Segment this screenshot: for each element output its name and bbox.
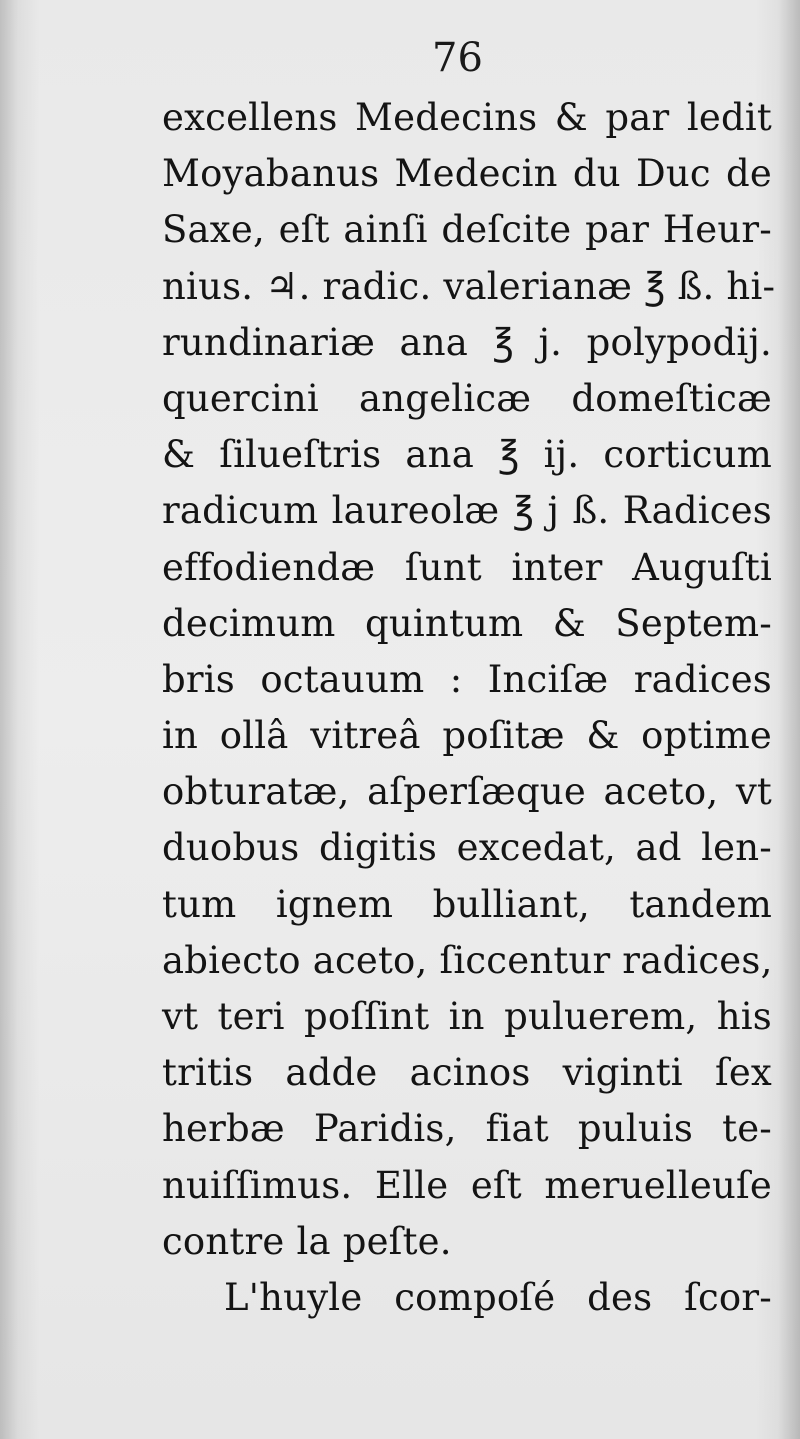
text-line: obturatæ, aſperſæque aceto, vt: [162, 770, 772, 814]
text-line: tritis adde acinos viginti ſex: [162, 1051, 772, 1095]
text-line: decimum quintum & Septem-: [162, 601, 772, 645]
text-line: in ollâ vitreâ poſitæ & optime: [162, 714, 772, 758]
page-number: 76: [432, 35, 483, 81]
text-line: nius. ♃. radic. valerianæ ℥ ß. hi-: [162, 264, 776, 308]
text-line: abiecto aceto, ſiccentur radices,: [162, 938, 773, 982]
text-line: & ſilueſtris ana ℥ ij. corticum: [162, 433, 772, 477]
text-line: nuiſſimus. Elle eſt meruelleuſe: [162, 1163, 772, 1207]
body-text: [162, 90, 776, 1326]
text-line: excellens Medecins & par ledit: [162, 96, 772, 139]
text-line: quercini angelicæ domeſticæ: [162, 376, 772, 420]
text-line: vt teri poſſint in puluerem, his: [162, 995, 772, 1038]
text-line: tum ignem bulliant, tandem: [162, 882, 772, 926]
text-line: rundinariæ ana ℥ j. polypodij.: [162, 320, 772, 364]
text-line: herbæ Paridis, fiat puluis te-: [162, 1107, 772, 1151]
text-line: bris octauum : Inciſæ radices: [162, 657, 772, 701]
text-line: contre la peſte.: [162, 1219, 452, 1263]
text-line: effodiendæ ſunt inter Auguſti: [162, 545, 772, 589]
text-line: duobus digitis excedat, ad len-: [162, 826, 772, 870]
text-line-indented: L'huyle compoſé des ſcor-: [224, 1275, 772, 1319]
text-line: Saxe, eſt ainſi deſcite par Heur-: [162, 208, 772, 252]
text-line: radicum laureolæ ℥ j ß. Radices: [162, 489, 772, 533]
text-line: Moyabanus Medecin du Duc de: [162, 152, 772, 196]
